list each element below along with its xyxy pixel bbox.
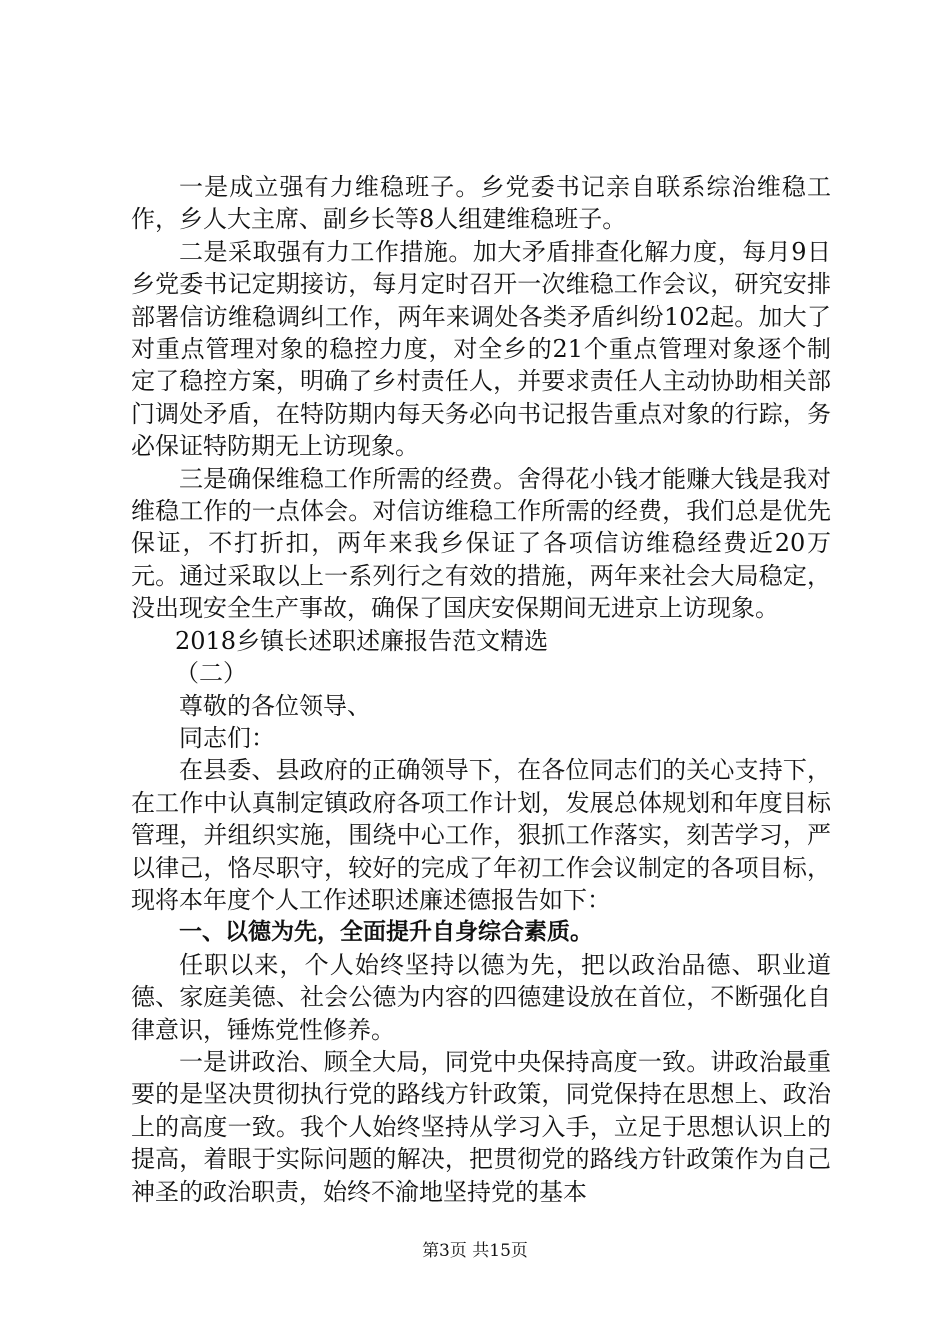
salutation-leaders: 尊敬的各位领导、: [179, 691, 371, 720]
document-subtitle: （二）: [175, 659, 247, 688]
paragraph-funding: 三是确保维稳工作所需的经费。舍得花小钱才能赚大钱是我对维稳工作的一点体会。对信访维稳工作所需的经费，我们总是优先保证，不打折扣，两年来我乡保证了各项信访维稳经费近20万元。通过采取以上一系列行之有效的措施，两年来社会大局稳定，没出现安全生产事故，确保了国庆安保期间无进京上访现象。: [131, 464, 831, 623]
document-title: 2018乡镇长述职述廉报告范文精选: [175, 626, 549, 655]
paragraph-morality: 任职以来，个人始终坚持以德为先，把以政治品德、职业道德、家庭美德、社会公德为内容的四德建设放在首位，不断强化自律意识，锤炼党性修养。: [131, 950, 831, 1044]
paragraph-stability-team: 一是成立强有力维稳班子。乡党委书记亲自联系综治维稳工作，乡人大主席、副乡长等8人组建维稳班子。: [131, 173, 831, 234]
salutation-comrades: 同志们：: [179, 723, 275, 752]
paragraph-work-measures: 二是采取强有力工作措施。加大矛盾排查化解力度，每月9日乡党委书记定期接访，每月定时召开一次维稳工作会议，研究安排部署信访维稳调纠工作，两年来调处各类矛盾纠纷102起。加大了对重点管理对象的稳控力度，对全乡的21个重点管理对象逐个制定了稳控方案，明确了乡村责任人，并要求责任人主动协助相关部门调处矛盾，在特防期内每天务必向书记报告重点对象的行踪，务必保证特防期无上访现象。: [131, 237, 831, 461]
paragraph-introduction: 在县委、县政府的正确领导下，在各位同志们的关心支持下，在工作中认真制定镇政府各项工作计划，发展总体规划和年度目标管理，并组织实施，围绕中心工作，狠抓工作落实，刻苦学习，严以律己，恪尽职守，较好的完成了年初工作会议制定的各项目标，现将本年度个人工作述职述廉述德报告如下：: [131, 756, 831, 914]
paragraph-politics: 一是讲政治、顾全大局，同党中央保持高度一致。讲政治最重要的是坚决贯彻执行党的路线方针政策，同党保持在思想上、政治上的高度一致。我个人始终坚持从学习入手，立足于思想认识上的提高，着眼于实际问题的解决，把贯彻党的路线方针政策作为自己神圣的政治职责，始终不渝地坚持党的基本: [131, 1047, 831, 1206]
document-body: [131, 171, 831, 1208]
section-heading-morality: 一、以德为先，全面提升自身综合素质。: [179, 919, 593, 946]
page-number-footer: 第3页 共15页: [422, 1241, 528, 1261]
